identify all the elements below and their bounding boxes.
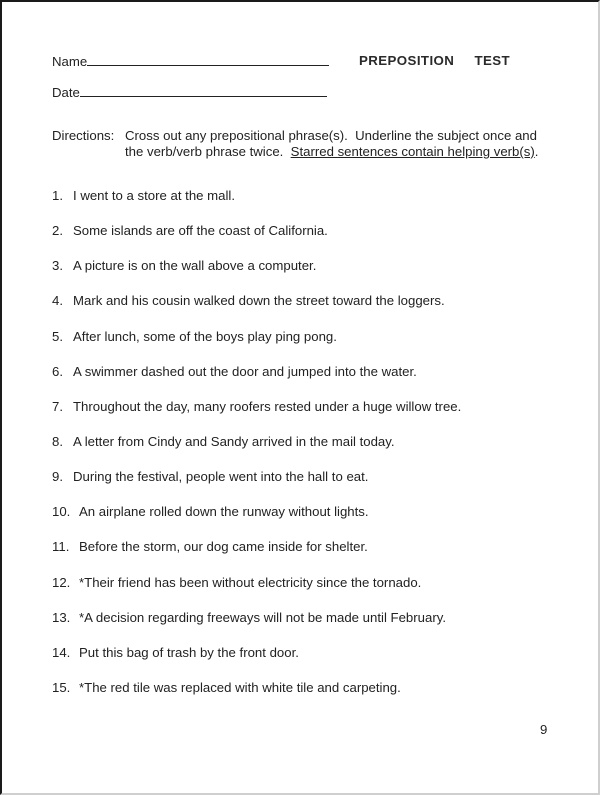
sentence-item [52,539,552,555]
sentence-text: I went to a store at the mall. [73,188,235,203]
sentence-number: 14. [52,644,71,660]
name-label: Name [52,54,88,69]
directions-starred-note: Starred sentences contain helping verb(s) [290,144,535,159]
sentence-number: 10. [52,504,71,520]
sentence-text: Put this bag of trash by the front door. [79,644,299,660]
directions-text [125,128,545,160]
sentence-item [52,434,552,450]
sentence-text: *The red tile was replaced with white tile and carpeting. [79,680,401,695]
sentence-item [52,645,552,661]
sentence-number: 1. [52,188,63,203]
sentence-number: 11. [52,539,70,555]
directions-instructions: Cross out any prepositional phrase(s). Underline the subject once and the verb/verb phrase twice. [125,128,541,159]
date-blank-line[interactable] [80,84,327,97]
sentence-text: Mark and his cousin walked down the street toward the loggers. [73,293,445,309]
sentence-item [52,188,552,204]
sentence-text: Throughout the day, many roofers rested under a huge willow tree. [73,398,462,414]
date-field[interactable] [52,84,327,101]
sentence-item [52,293,552,309]
sentence-text: *A decision regarding freeways will not be made until February. [79,609,446,625]
sentence-text: An airplane rolled down the runway without lights. [79,504,369,520]
sentence-text: During the festival, people went into the hall to eat. [73,469,369,485]
sentence-text: Before the storm, our dog came inside for shelter. [79,539,368,555]
sentence-text: Some islands are off the coast of California. [73,223,328,239]
sentence-number: 15. [52,680,71,695]
sentence-item [52,223,552,239]
sentence-number: 4. [52,293,63,309]
sentence-number: 13. [52,609,71,625]
sentence-item [52,680,552,696]
sentence-number: 8. [52,434,63,449]
sentence-item [52,258,552,274]
sentence-item [52,329,552,345]
sentence-text: After lunch, some of the boys play ping pong. [73,328,337,344]
sentence-item [52,469,552,485]
directions-label: Directions: [52,128,115,143]
sentence-text: *Their friend has been without electricity since the tornado. [79,574,422,590]
sentence-number: 5. [52,328,63,344]
sentence-item [52,610,552,626]
sentence-number: 3. [52,258,63,274]
sentence-number: 9. [52,469,63,485]
sentence-text: A picture is on the wall above a computer. [73,258,317,274]
sentence-item [52,575,552,591]
date-label: Date [52,85,80,100]
page-number: 9 [540,722,548,737]
sentence-text: A letter from Cindy and Sandy arrived in the mail today. [73,434,395,449]
sentence-number: 7. [52,398,63,414]
sentence-number: 6. [52,363,63,379]
sentence-item [52,364,552,380]
directions [52,128,542,162]
sentence-text: A swimmer dashed out the door and jumped into the water. [73,363,417,379]
name-blank-line[interactable] [87,53,329,66]
sentence-item [52,399,552,415]
directions-period: . [534,144,539,159]
name-field[interactable] [52,53,329,70]
sentence-item [52,504,552,520]
sentence-number: 2. [52,223,63,239]
sentence-number: 12. [52,574,71,590]
page-title: PREPOSITION TEST [359,53,511,68]
